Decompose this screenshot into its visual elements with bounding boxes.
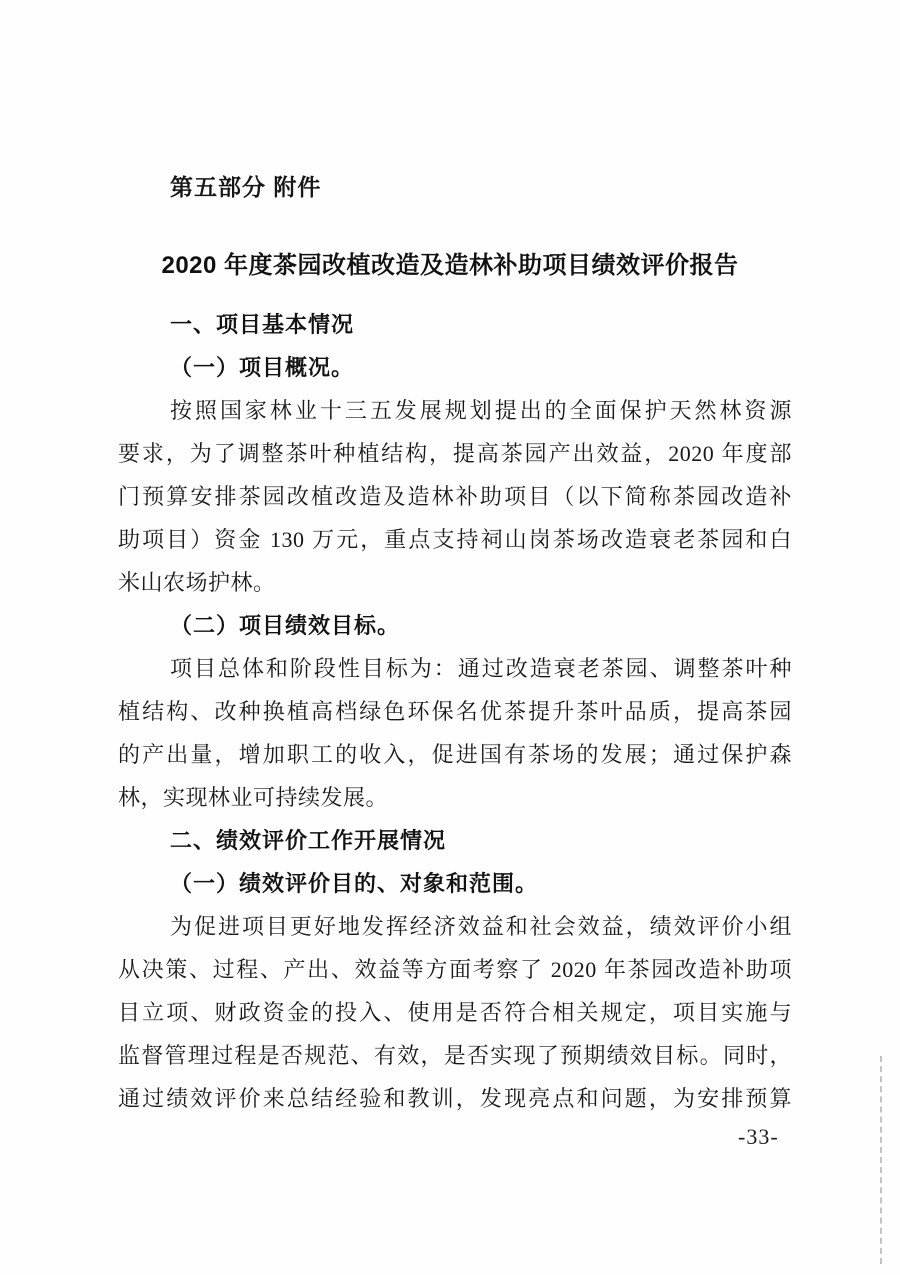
paragraph-line: 林，实现林业可持续发展。	[118, 785, 389, 810]
sub-heading: （一）项目概况。	[170, 355, 355, 380]
paragraph-line: 助项目）资金 130 万元，重点支持祠山岗茶场改造衰老茶园和白	[118, 527, 792, 552]
paragraph-line: 门预算安排茶园改植改造及造林补助项目（以下简称茶园改造补	[118, 484, 792, 509]
part-heading: 第五部分 附件	[170, 174, 322, 200]
paragraph-line: 按照国家林业十三五发展规划提出的全面保护天然林资源	[170, 398, 792, 423]
section-heading: 一、项目基本情况	[170, 312, 355, 337]
section-heading: 二、绩效评价工作开展情况	[170, 828, 447, 853]
paragraph-line: 监督管理过程是否规范、有效，是否实现了预期绩效目标。同时，	[118, 1043, 792, 1068]
report-title: 2020 年度茶园改植改造及造林补助项目绩效评价报告	[161, 252, 739, 279]
paragraph-line: 通过绩效评价来总结经验和教训，发现亮点和问题，为安排预算	[118, 1086, 792, 1111]
document-body	[118, 303, 792, 1120]
paragraph-line: 目立项、财政资金的投入、使用是否符合相关规定，项目实施与	[118, 1000, 792, 1025]
paragraph-line: 为促进项目更好地发挥经济效益和社会效益，绩效评价小组	[170, 914, 792, 939]
paragraph-line: 米山农场护林。	[118, 570, 276, 595]
paragraph-line: 植结构、改种换植高档绿色环保名优茶提升茶叶品质，提高茶园	[118, 699, 792, 724]
sub-heading: （二）项目绩效目标。	[170, 613, 401, 638]
sub-heading: （一）绩效评价目的、对象和范围。	[170, 871, 539, 896]
paragraph-line: 从决策、过程、产出、效益等方面考察了 2020 年茶园改造补助项	[118, 957, 792, 982]
paragraph-line: 要求，为了调整茶叶种植结构，提高茶园产出效益，2020 年度部	[118, 441, 792, 466]
paragraph-line: 的产出量，增加职工的收入，促进国有茶场的发展；通过保护森	[118, 742, 792, 767]
paragraph-line: 项目总体和阶段性目标为：通过改造衰老茶园、调整茶叶种	[170, 656, 792, 681]
scan-binding-mark	[880, 1056, 882, 1264]
page-number: -33-	[738, 1124, 779, 1149]
